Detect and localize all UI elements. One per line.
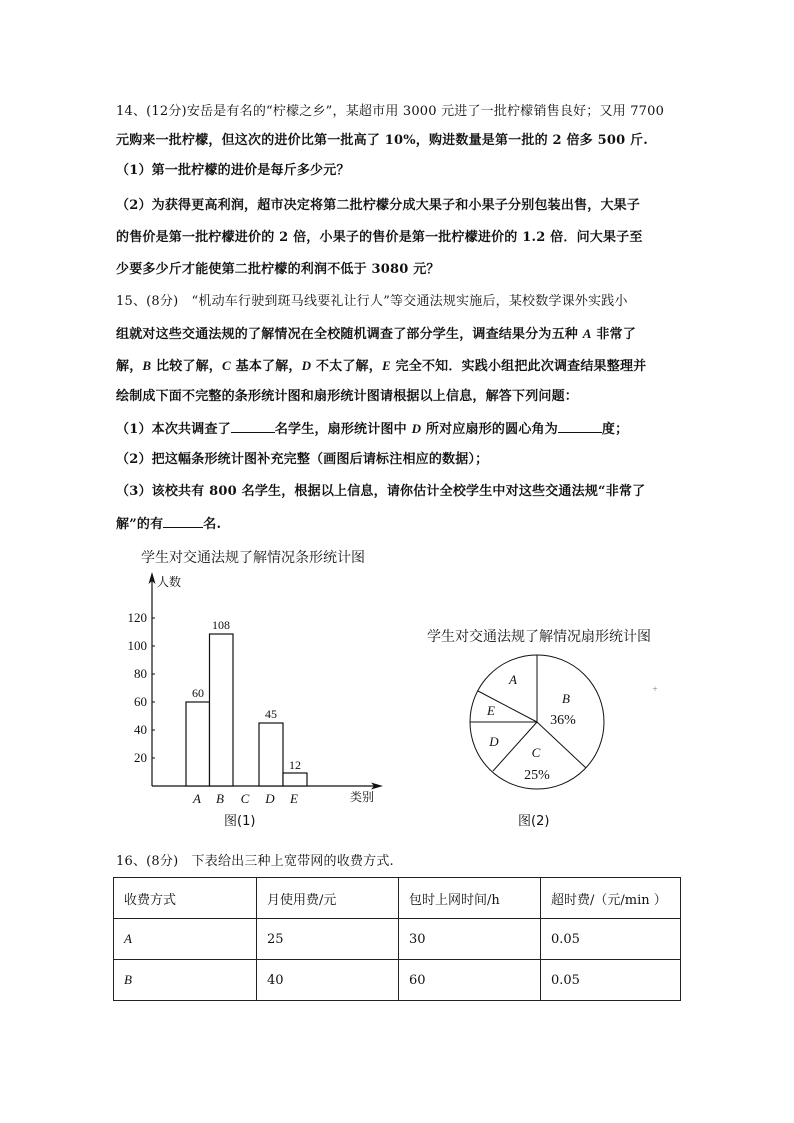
q15-sub2: （2）把这幅条形统计图补充完整（画图后请标注相应的数据）； xyxy=(116,452,489,467)
ytick-120: 120 xyxy=(127,610,147,625)
q15-sub3-line1: （3）该校共有 800 名学生，根据以上信息，请你估计全校学生中对这些交通法规“非常了 xyxy=(116,484,646,499)
pie-label-a: A xyxy=(509,672,517,687)
category-d-ref: D xyxy=(411,421,422,436)
ytick-40: 40 xyxy=(134,722,147,737)
xtick-d: D xyxy=(265,791,275,806)
bar-label-e: 12 xyxy=(289,758,301,772)
bar-d xyxy=(259,723,283,786)
table-cell: B xyxy=(114,960,257,1001)
bar-axis-xlabel: 类别 xyxy=(350,790,375,804)
category-e: E xyxy=(381,358,391,373)
ytick-100: 100 xyxy=(127,638,147,653)
header-cell: 月使用费/元 xyxy=(257,878,399,919)
table-cell: 25 xyxy=(257,919,399,960)
ytick-80: 80 xyxy=(134,666,147,681)
category-a: A xyxy=(582,326,592,341)
table-row xyxy=(114,960,681,1001)
bar-label-b: 108 xyxy=(212,618,230,632)
category-c: C xyxy=(222,358,231,373)
xtick-c: C xyxy=(240,791,250,806)
q14-sub2-line1: （2）为获得更高利润，超市决定将第二批柠檬分成大果子和小果子分别包装出售，大果子 xyxy=(116,198,641,213)
category-d: D xyxy=(301,358,312,373)
header-cell: 超时费/（元/min ） xyxy=(541,878,681,919)
q15-line1: 15、(8分) “机动车行驶到斑马线要礼让行人”等交通法规实施后，某校数学课外实践小 xyxy=(116,294,628,309)
xtick-e: E xyxy=(290,791,298,806)
header-cell: 收费方式 xyxy=(114,878,257,919)
table-cell: 0.05 xyxy=(541,960,681,1001)
q15-sub3-b: 名. xyxy=(203,517,222,532)
q15-line4: 绘制成下面不完整的条形统计图和扇形统计图请根据以上信息，解答下列问题： xyxy=(116,389,579,404)
pie-label-d: D xyxy=(489,734,499,749)
table-cell: 0.05 xyxy=(541,919,681,960)
q14-sub1: （1）第一批柠檬的进价是每斤多少元？ xyxy=(116,163,350,178)
table-cell: 60 xyxy=(399,960,541,1001)
q15-sub1-c: 所对应扇形的圆心角为 xyxy=(421,422,558,437)
bar-label-d: 45 xyxy=(265,707,277,721)
q15-sub1-d: 度； xyxy=(601,422,629,437)
q15-sub1-a: （1）本次共调查了 xyxy=(116,422,231,437)
bar-chart-caption: 图(1) xyxy=(224,814,256,829)
table-cell: 30 xyxy=(399,919,541,960)
xtick-b: B xyxy=(216,791,224,806)
bar-chart-title: 学生对交通法规了解情况条形统计图 xyxy=(141,550,365,566)
pie-label-b: B xyxy=(562,691,570,706)
pie-label-c: C xyxy=(531,745,541,760)
q15-line2-text: 组就对这些交通法规的了解情况在全校随机调查了部分学生，调查结果分为五种 xyxy=(116,327,583,342)
bar-a xyxy=(186,702,210,786)
ytick-20: 20 xyxy=(134,750,147,765)
table-header-row xyxy=(114,878,681,919)
q15-line3-d: 不太了解， xyxy=(311,359,382,374)
q15-sub1-b: 名学生，扇形统计图中 xyxy=(274,422,412,437)
q15-line3-pre: 解， xyxy=(116,359,143,374)
table-cell: A xyxy=(114,919,257,960)
q14-line1: 14、(12分)安岳是有名的“柠檬之乡”，某超市用 3000 元进了一批柠檬销售良好；又用 7700 xyxy=(116,104,665,119)
q15-line2-tail: 非常了 xyxy=(591,327,636,342)
bar-b xyxy=(210,634,234,786)
pie-pct-b: 36% xyxy=(550,713,576,728)
pie-label-e: E xyxy=(487,703,495,718)
q15-line3-b: 比较了解， xyxy=(151,359,223,374)
header-cell: 包时上网时间/h xyxy=(399,878,541,919)
stray-mark-icon: + xyxy=(652,684,658,694)
bar-label-a: 60 xyxy=(192,686,204,700)
pie-chart-title: 学生对交通法规了解情况扇形统计图 xyxy=(427,629,651,645)
fee-table xyxy=(113,877,681,1001)
q15-line3-c: 基本了解， xyxy=(230,359,302,374)
bar-axis-ylabel: 人数 xyxy=(157,575,182,589)
q14-line2: 元购来一批柠檬，但这次的进价比第一批高了 10%，购进数量是第一批的 2 倍多 500 斤. xyxy=(116,133,648,148)
q14-sub2-line3: 少要多少斤才能使第二批柠檬的利润不低于 3080 元？ xyxy=(116,262,440,277)
q16-intro: 16、(8分) 下表给出三种上宽带网的收费方式. xyxy=(116,854,394,869)
category-b: B xyxy=(142,358,152,373)
q15-line3-e: 完全不知．实践小组把此次调查结果整理并 xyxy=(390,359,647,374)
table-cell: 40 xyxy=(257,960,399,1001)
q15-sub3-a: 解”的有 xyxy=(116,517,164,532)
xtick-a: A xyxy=(193,791,201,806)
bar-e xyxy=(283,773,307,786)
table-row xyxy=(114,919,681,960)
ytick-60: 60 xyxy=(134,694,147,709)
q14-sub2-line2: 的售价是第一批柠檬进价的 2 倍，小果子的售价是第一批柠檬进价的 1.2 倍．问大果子至 xyxy=(116,230,643,245)
pie-chart-caption: 图(2) xyxy=(518,814,550,829)
pie-pct-c: 25% xyxy=(524,768,550,783)
